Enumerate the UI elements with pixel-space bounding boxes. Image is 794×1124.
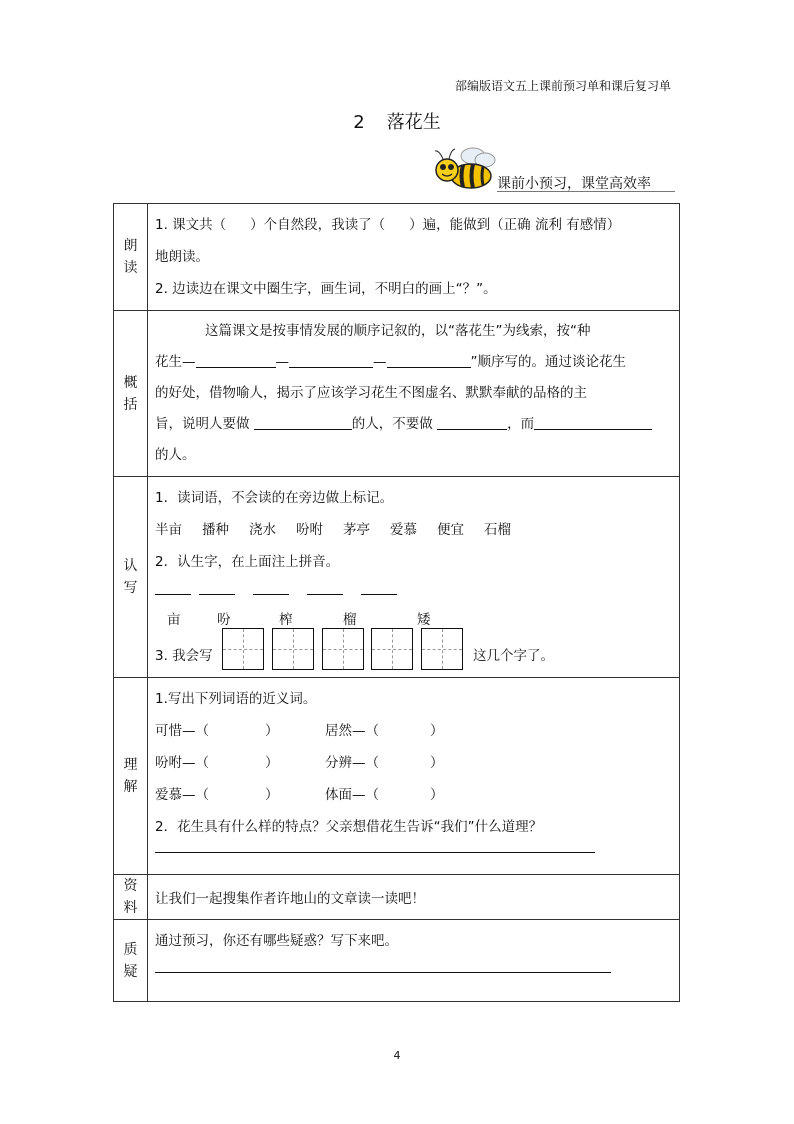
reading-label: 朗 读 xyxy=(114,204,148,311)
reading-item-1: 1. 课文共（ ）个自然段，我读了（ ）遍，能做到（正确 流利 有感情） xyxy=(155,217,621,233)
summary-line-4: 旨，说明人要做 的人，不要做 ，而 xyxy=(155,409,673,440)
understand-row xyxy=(114,678,680,875)
synonym-row: 吩咐—（ ） 分辨—（ ） xyxy=(155,755,444,771)
reading-item-1-cont: 地朗读。 xyxy=(155,249,209,265)
answer-line[interactable] xyxy=(155,971,611,973)
blank-stage-3[interactable] xyxy=(387,353,471,368)
pinyin-lines xyxy=(155,578,673,606)
synonym-row: 可惜—（ ） 居然—（ ） xyxy=(155,723,444,739)
summary-label: 概 括 xyxy=(114,311,148,477)
worksheet-table xyxy=(113,203,680,1002)
word-item: 半亩 xyxy=(155,522,182,538)
understand-item-2: 2．花生具有什么样的特点？父亲想借花生告诉“我们”什么道理？ xyxy=(155,819,543,835)
tianzige-box[interactable] xyxy=(371,628,413,670)
recognize-item-2: 2．认生字，在上面注上拼音。 xyxy=(155,554,340,570)
questions-row xyxy=(114,920,680,1002)
banner-slogan: 课前小预习，课堂高效率 xyxy=(497,176,651,192)
page-number: 4 xyxy=(393,1049,401,1062)
synonym-row: 爱慕—（ ） 体面—（ ） xyxy=(155,787,444,803)
lesson-name: 落花生 xyxy=(386,112,441,133)
materials-text: 让我们一起搜集作者许地山的文章读一读吧！ xyxy=(155,891,425,907)
write-label: 3. 我会写 xyxy=(155,648,213,664)
summary-line-2: 花生— — — ”顺序写的。通过谈论花生 xyxy=(155,354,626,370)
blank-but[interactable] xyxy=(534,415,652,430)
summary-line-1: 这篇课文是按事情发展的顺序记叙的，以“落花生”为线索，按“种 xyxy=(205,323,591,339)
blank-stage-2[interactable] xyxy=(289,353,373,368)
word-item: 茅亭 xyxy=(343,522,370,538)
word-list xyxy=(155,514,673,546)
materials-label: 资 料 xyxy=(114,875,148,920)
understand-item-1: 1.写出下列词语的近义词。 xyxy=(155,691,317,707)
summary-row xyxy=(114,311,680,477)
char-item: 矮 xyxy=(417,612,431,628)
questions-text: 通过预习，你还有哪些疑惑？写下来吧。 xyxy=(155,933,398,949)
banner-underline xyxy=(497,191,675,192)
tianzige-box[interactable] xyxy=(421,628,463,670)
word-item: 浇水 xyxy=(249,522,276,538)
questions-label: 质 疑 xyxy=(114,920,148,1002)
understand-label: 理 解 xyxy=(114,678,148,875)
tianzige-box[interactable] xyxy=(272,628,314,670)
recognize-label: 认 写 xyxy=(114,477,148,678)
pinyin-blank[interactable] xyxy=(199,594,235,595)
blank-should-not-be[interactable] xyxy=(437,415,507,430)
pinyin-blank[interactable] xyxy=(361,594,397,595)
recognize-item-1: 1．读词语，不会读的在旁边做上标记。 xyxy=(155,490,394,506)
write-practice xyxy=(155,628,673,672)
word-item: 便宜 xyxy=(437,522,464,538)
blank-stage-1[interactable] xyxy=(196,353,276,368)
pinyin-blank[interactable] xyxy=(307,594,343,595)
tianzige-box[interactable] xyxy=(222,628,264,670)
reading-item-2: 2. 边读边在课文中圈生字，画生词，不明白的画上“？”。 xyxy=(155,281,497,297)
char-item: 亩 xyxy=(167,612,181,628)
lesson-number: 2 xyxy=(353,112,365,133)
char-list xyxy=(155,606,673,628)
materials-row xyxy=(114,875,680,920)
header-note: 部编版语文五上课前预习单和课后复习单 xyxy=(455,79,672,93)
word-item: 播种 xyxy=(202,522,229,538)
bee-icon xyxy=(433,146,497,192)
recognize-row xyxy=(114,477,680,678)
pinyin-blank[interactable] xyxy=(155,594,191,595)
char-item: 榨 xyxy=(279,612,293,628)
summary-line-5: 的人。 xyxy=(155,447,196,463)
tianzige-box[interactable] xyxy=(322,628,364,670)
word-item: 吩咐 xyxy=(296,522,323,538)
reading-row xyxy=(114,204,680,311)
char-item: 榴 xyxy=(343,612,357,628)
blank-should-be[interactable] xyxy=(254,415,352,430)
char-item: 吩 xyxy=(217,612,231,628)
word-item: 石榴 xyxy=(484,522,511,538)
lesson-title xyxy=(0,108,794,134)
summary-line-3: 的好处，借物喻人，揭示了应该学习花生不图虚名、默默奉献的品格的主 xyxy=(155,385,587,401)
write-end-text: 这几个字了。 xyxy=(473,648,554,664)
pinyin-blank[interactable] xyxy=(253,594,289,595)
word-item: 爱慕 xyxy=(390,522,417,538)
answer-line[interactable] xyxy=(155,851,595,853)
